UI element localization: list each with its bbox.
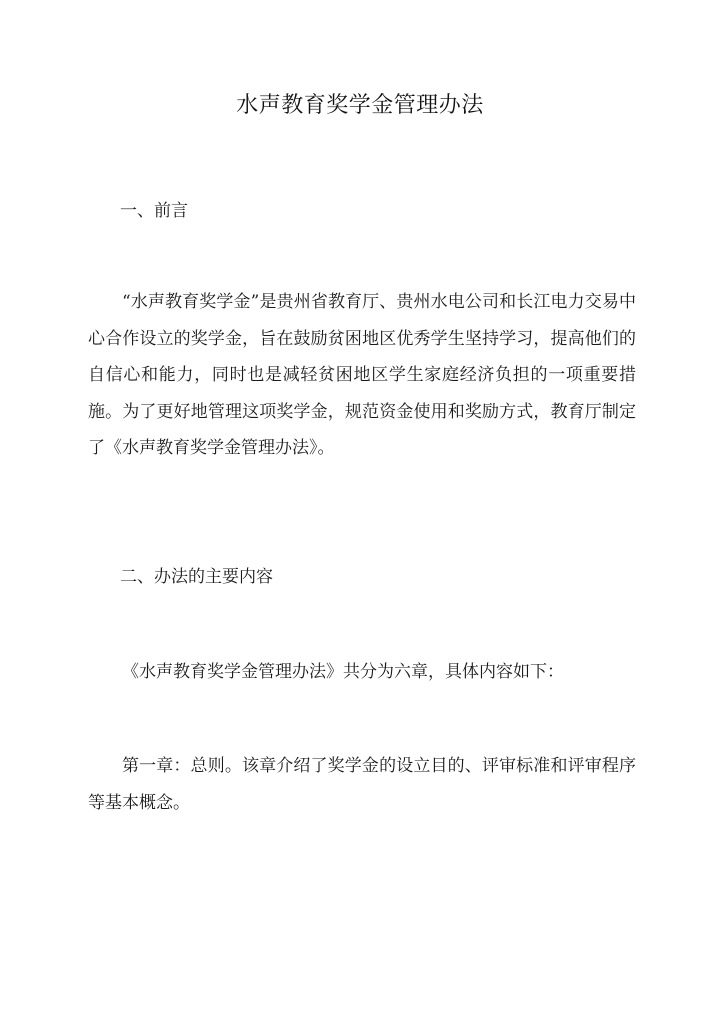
section-heading-main-content: 二、办法的主要内容 xyxy=(120,567,273,587)
preface-paragraph: “水声教育奖学金”是贵州省教育厅、贵州水电公司和长江电力交易中心合作设立的奖学金，旨在鼓励贫困地区优秀学生坚持学习，提高他们的自信心和能力，同时也是减轻贫困地区学生家庭经济负担的一项重要措施。为了更好地管理这项奖学金，规范资金使用和奖励方式，教育厅制定了《水声教育奖学金管理办法》。 xyxy=(88,292,636,458)
section-heading-preface: 一、前言 xyxy=(120,201,188,221)
document-title: 水声教育奖学金管理办法 xyxy=(236,93,484,118)
main-content-intro-paragraph: 《水声教育奖学金管理办法》共分为六章，具体内容如下： xyxy=(122,662,564,682)
chapter-one-paragraph: 第一章：总则。该章介绍了奖学金的设立目的、评审标准和评审程序等基本概念。 xyxy=(88,756,636,813)
